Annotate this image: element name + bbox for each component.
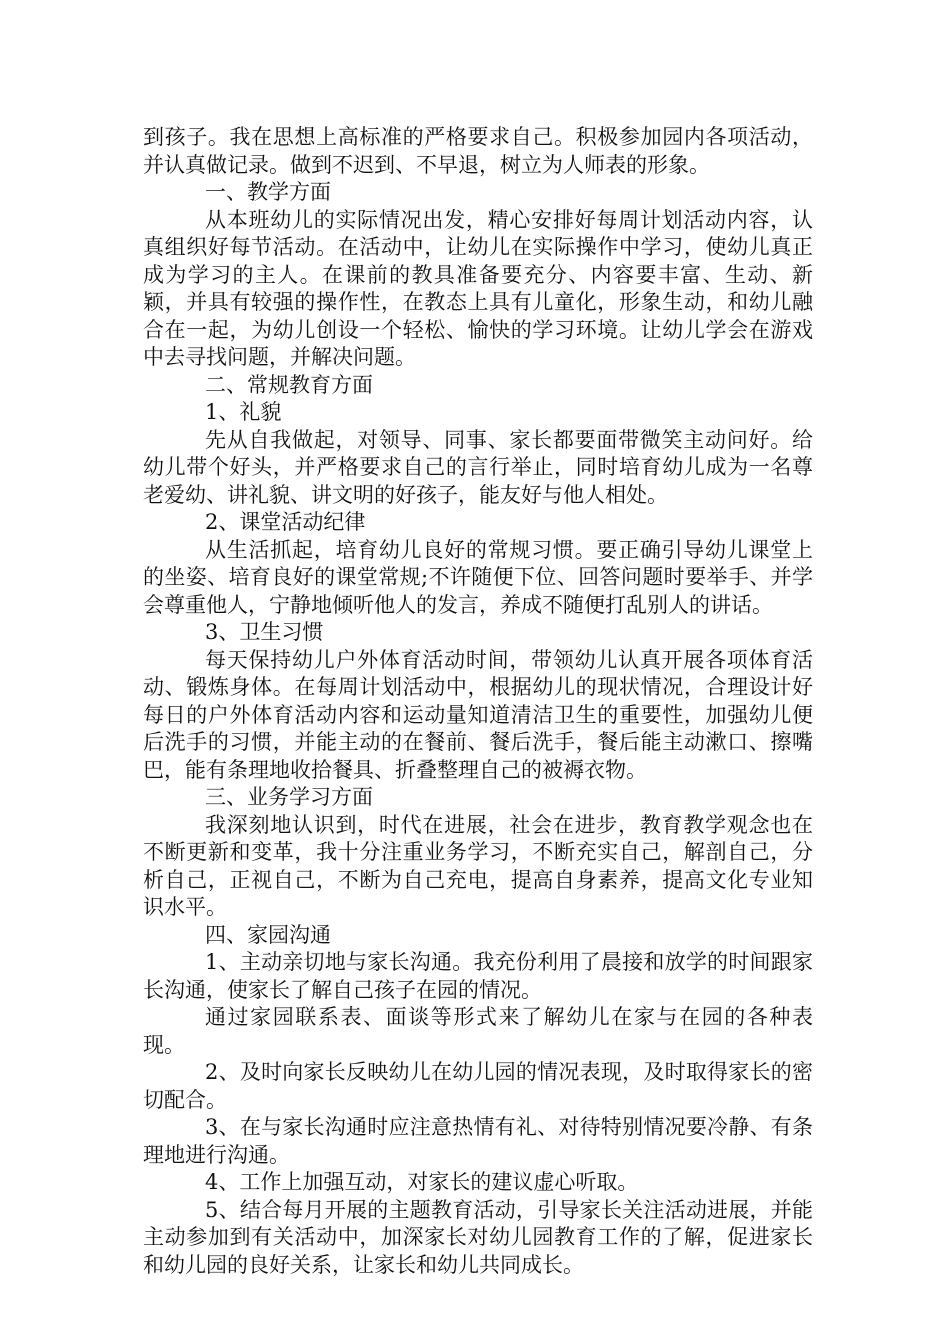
heading-routine-education: 二、常规教育方面: [205, 372, 373, 397]
paragraph-communication-3: 3、在与家长沟通时应注意热情有礼、对待特别情况要冷静、有条理地进行沟通。: [143, 1115, 813, 1167]
subheading-manners: 1、礼貌: [205, 400, 282, 424]
paragraph-communication-2: 2、及时向家长反映幼儿在幼儿园的情况表现，及时取得家长的密切配合。: [143, 1060, 813, 1112]
heading-teaching: 一、教学方面: [205, 180, 331, 204]
paragraph-classroom-discipline: 从生活抓起，培育幼儿良好的常规习惯。要正确引导幼儿课堂上的坐姿、培育良好的课堂常规;不许随便下位、回答问题时要举手、并学会尊重他人，宁静地倾听他人的发言，养成不随便打乱别人的讲话。: [143, 537, 813, 617]
subheading-classroom-discipline: 2、课堂活动纪律: [205, 510, 366, 534]
paragraph-manners: 先从自我做起，对领导、同事、家长都要面带微笑主动问好。给幼儿带个好头，并严格要求自己的言行举止，同时培育幼儿成为一名尊老爱幼、讲礼貌、讲文明的好孩子，能友好与他人相处。: [143, 427, 813, 507]
paragraph-hygiene: 每天保持幼儿户外体育活动时间，带领幼儿认真开展各项体育活动、锻炼身体。在每周计划活动中，根据幼儿的现状情况，合理设计好每日的户外体育活动内容和运动量知道清洁卫生的重要性，加强幼儿便后洗手的习惯，并能主动的在餐前、餐后洗手，餐后能主动漱口、擦嘴巴，能有条理地收拾餐具、折叠整理自己的被褥衣物。: [143, 647, 813, 782]
heading-home-school-communication: 四、家园沟通: [205, 922, 331, 947]
paragraph-communication-5: 5、结合每月开展的主题教育活动，引导家长关注活动进展，并能主动参加到有关活动中，加深家长对幼儿园教育工作的了解，促进家长和幼儿园的良好关系，让家长和幼儿共同成长。: [143, 1197, 813, 1277]
document-page: [143, 124, 813, 1279]
heading-professional-study: 三、业务学习方面: [205, 785, 373, 809]
paragraph-communication-1: 1、主动亲切地与家长沟通。我充份利用了晨接和放学的时间跟家长沟通，使家长了解自己孩子在园的情况。: [143, 950, 813, 1002]
subheading-hygiene: 3、卫生习惯: [205, 620, 324, 644]
paragraph-communication-contact: 通过家园联系表、面谈等形式来了解幼儿在家与在园的各种表现。: [143, 1005, 813, 1057]
paragraph-professional-study: 我深刻地认识到，时代在进展，社会在进步，教育教学观念也在不断更新和变革，我十分注重业务学习，不断充实自己，解剖自己，分析自己，正视自己，不断为自己充电，提高自身素养，提高文化专业知识水平。: [143, 812, 813, 919]
paragraph-teaching: 从本班幼儿的实际情况出发，精心安排好每周计划活动内容，认真组织好每节活动。在活动中，让幼儿在实际操作中学习，使幼儿真正成为学习的主人。在课前的教具准备要充分、内容要丰富、生动、新颖，并具有较强的操作性，在教态上具有儿童化，形象生动，和幼儿融合在一起，为幼儿创设一个轻松、愉快的学习环境。让幼儿学会在游戏中去寻找问题，并解决问题。: [143, 207, 813, 369]
paragraph-communication-4: 4、工作上加强互动，对家长的建议虚心听取。: [205, 1170, 639, 1194]
paragraph-intro: 到孩子。我在思想上高标准的严格要求自己。积极参加园内各项活动，并认真做记录。做到不迟到、不早退，树立为人师表的形象。: [143, 125, 813, 177]
